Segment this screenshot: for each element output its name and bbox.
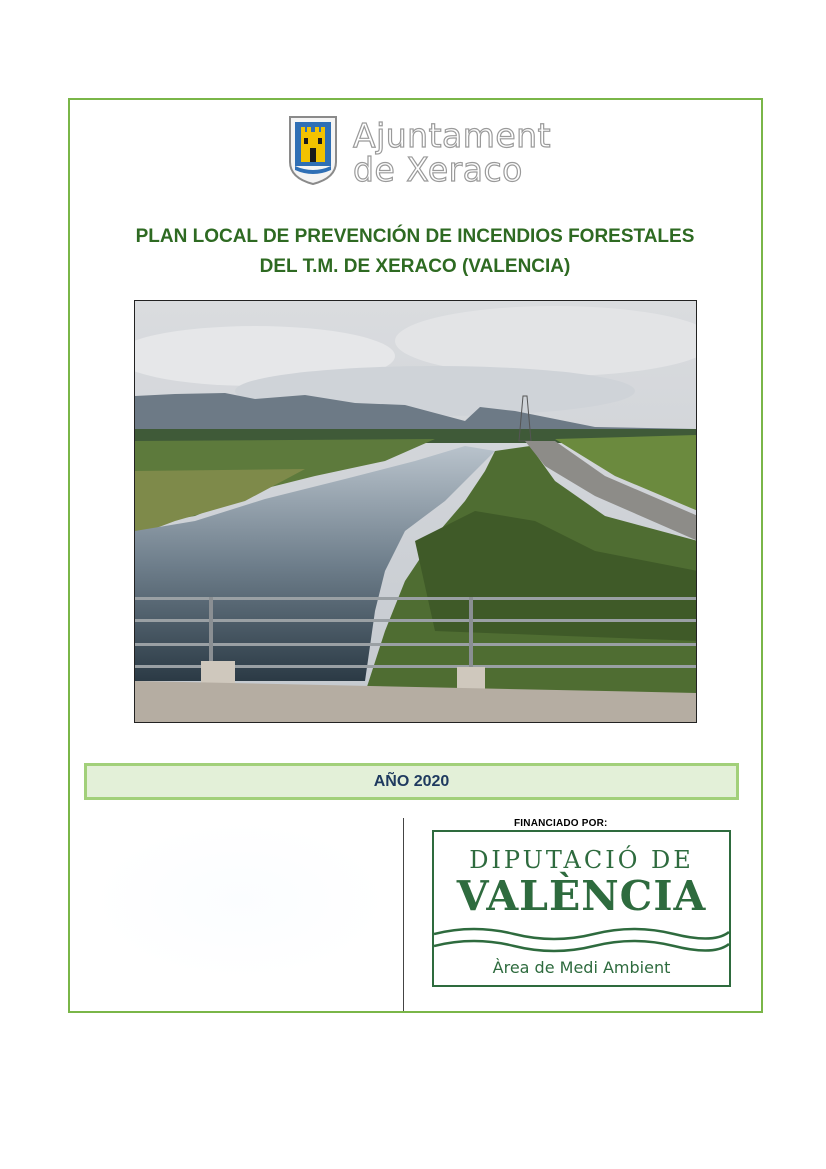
logo-line-1: Ajuntament bbox=[353, 116, 552, 155]
year-bar: AÑO 2020 bbox=[84, 763, 739, 800]
cover-photo bbox=[134, 300, 697, 723]
document-title-line-1: PLAN LOCAL DE PREVENCIÓN DE INCENDIOS FORESTALES bbox=[135, 226, 695, 247]
river-landscape-image bbox=[135, 301, 697, 723]
ajuntament-logo bbox=[287, 114, 552, 190]
logo-line-2: de Xeraco bbox=[353, 150, 523, 189]
waves-icon bbox=[434, 926, 729, 956]
document-title-line-2: DEL T.M. DE XERACO (VALENCIA) bbox=[259, 256, 571, 277]
diputacio-line-3: Àrea de Medi Ambient bbox=[492, 958, 671, 977]
vertical-divider bbox=[403, 818, 404, 1011]
faded-logo-area bbox=[90, 820, 390, 980]
diputacio-line-1: DIPUTACIÓ DE bbox=[469, 846, 694, 874]
diputacio-line-2: VALÈNCIA bbox=[456, 872, 707, 920]
xeraco-shield-icon bbox=[287, 114, 339, 186]
diputacio-logo bbox=[432, 830, 731, 987]
financed-by-label: FINANCIADO POR: bbox=[514, 818, 608, 829]
